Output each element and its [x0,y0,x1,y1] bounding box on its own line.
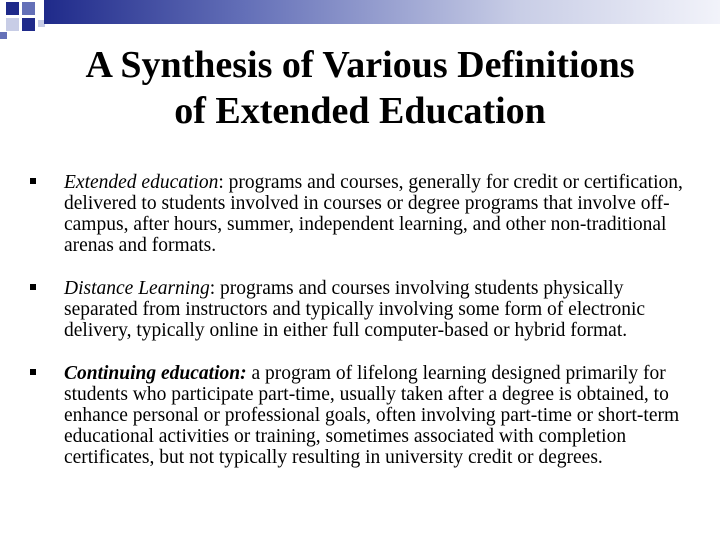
decor-square [22,2,35,15]
decor-square [6,2,19,15]
definition-item [28,172,698,256]
header-gradient-bar [44,0,720,24]
definition-item [28,278,698,341]
definition-text: : programs and courses involving students physically separated from instructors and typically involving some form of electronic delivery, typically online in either full computer-based or hybrid format. [64,278,646,341]
title-line-1: A Synthesis of Various Definitions [85,44,635,86]
bullet-marker-icon [30,284,36,290]
slide-title [20,42,700,134]
definition-text: a program of lifelong learning designed primarily for students who participate part-time, usually taken after a degree is obtained, to enhance personal or professional goals, often involving part-time or short-term educational activities or training, sometimes associated with completion certificates, but not typically resulting in university credit or degrees. [64,363,680,468]
definition-term: Distance Learning [64,278,210,299]
decor-square [0,32,7,39]
definition-list [28,172,698,490]
definition-text: : programs and courses, generally for credit or certification, delivered to students involved in courses or degree programs that involve off-campus, after hours, summer, independent learning, and other non-traditional arenas and formats. [64,172,683,256]
definition-term: Extended education [64,172,219,193]
decor-square [22,18,35,31]
definition-term: Continuing education: [64,363,247,384]
decor-square [6,18,19,31]
definition-item [28,363,698,468]
bullet-marker-icon [30,178,36,184]
bullet-marker-icon [30,369,36,375]
title-line-2: of Extended Education [174,90,546,132]
